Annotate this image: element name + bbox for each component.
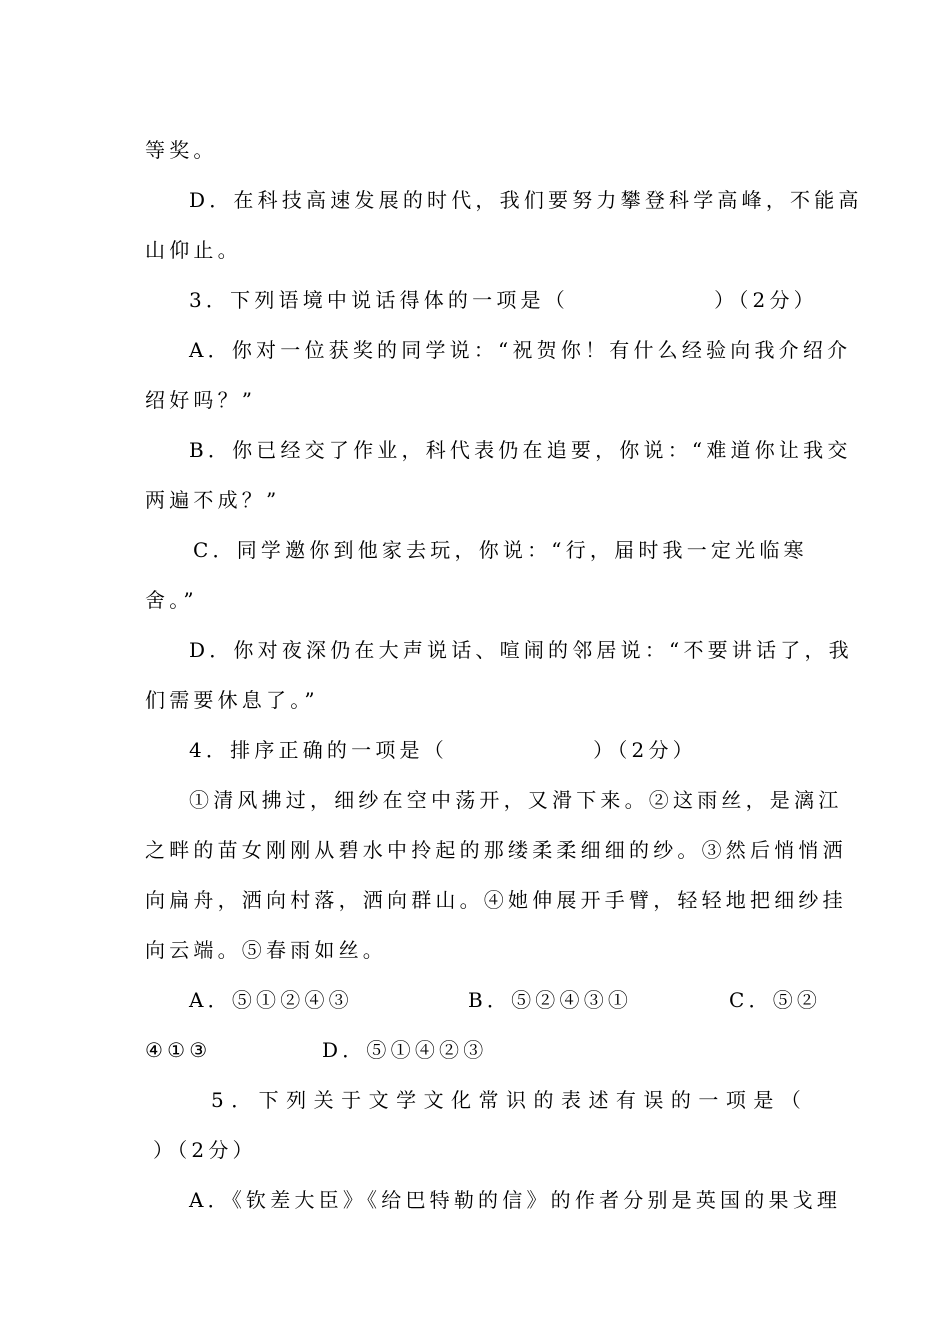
option-b: B．⑤②④③①	[468, 988, 633, 1012]
option-d-line: D．在科技高速发展的时代，我们要努力攀登科学高峰，不能高	[189, 188, 863, 212]
passage-line: 向扁舟，洒向村落，洒向群山。④她伸展开手臂，轻轻地把细纱挂	[145, 888, 847, 912]
text-line: 山仰止。	[145, 238, 242, 262]
question-4-title: 4．排序正确的一项是（ ）（2分）	[189, 738, 697, 762]
question-3-title: 3．下列语境中说话得体的一项是（ ）（2分）	[189, 288, 818, 312]
option-b-line: B．你已经交了作业，科代表仍在追要，你说：“难道你让我交	[189, 438, 852, 462]
option-d-line: D．你对夜深仍在大声说话、喧闹的邻居说：“不要讲话了，我	[189, 638, 853, 662]
options-row	[0, 1036, 950, 1064]
text-line: 绍好吗？”	[145, 388, 257, 412]
text-line: 等奖。	[145, 138, 218, 162]
options-row	[0, 986, 950, 1014]
passage-line: ①清风拂过，细纱在空中荡开，又滑下来。②这雨丝，是漓江	[189, 788, 843, 812]
option-c-continued: ④①③	[145, 1038, 212, 1062]
text-line: 两遍不成？”	[145, 488, 281, 512]
text-line: 舍。”	[145, 588, 198, 612]
option-a-line: A．你对一位获奖的同学说：“祝贺你！有什么经验向我介绍介	[189, 338, 852, 362]
option-d: D．⑤①④②③	[322, 1038, 488, 1062]
question-5-title: 5．下列关于文学文化常识的表述有误的一项是（	[211, 1088, 805, 1112]
text-line: ）（2分）	[153, 1138, 257, 1162]
passage-line: 之畔的苗女刚刚从碧水中拎起的那缕柔柔细细的纱。③然后悄悄洒	[145, 838, 847, 862]
option-a-line: A．《钦差大臣》《给巴特勒的信》的作者分别是英国的果戈理	[189, 1188, 842, 1212]
option-c-line: C．同学邀你到他家去玩，你说：“行，届时我一定光临寒	[193, 538, 808, 562]
option-c: C．⑤②	[729, 988, 822, 1012]
passage-line: 向云端。⑤春雨如丝。	[145, 938, 387, 962]
option-a: A．⑤①②④③	[189, 988, 353, 1012]
text-line: 们需要休息了。”	[145, 688, 319, 712]
